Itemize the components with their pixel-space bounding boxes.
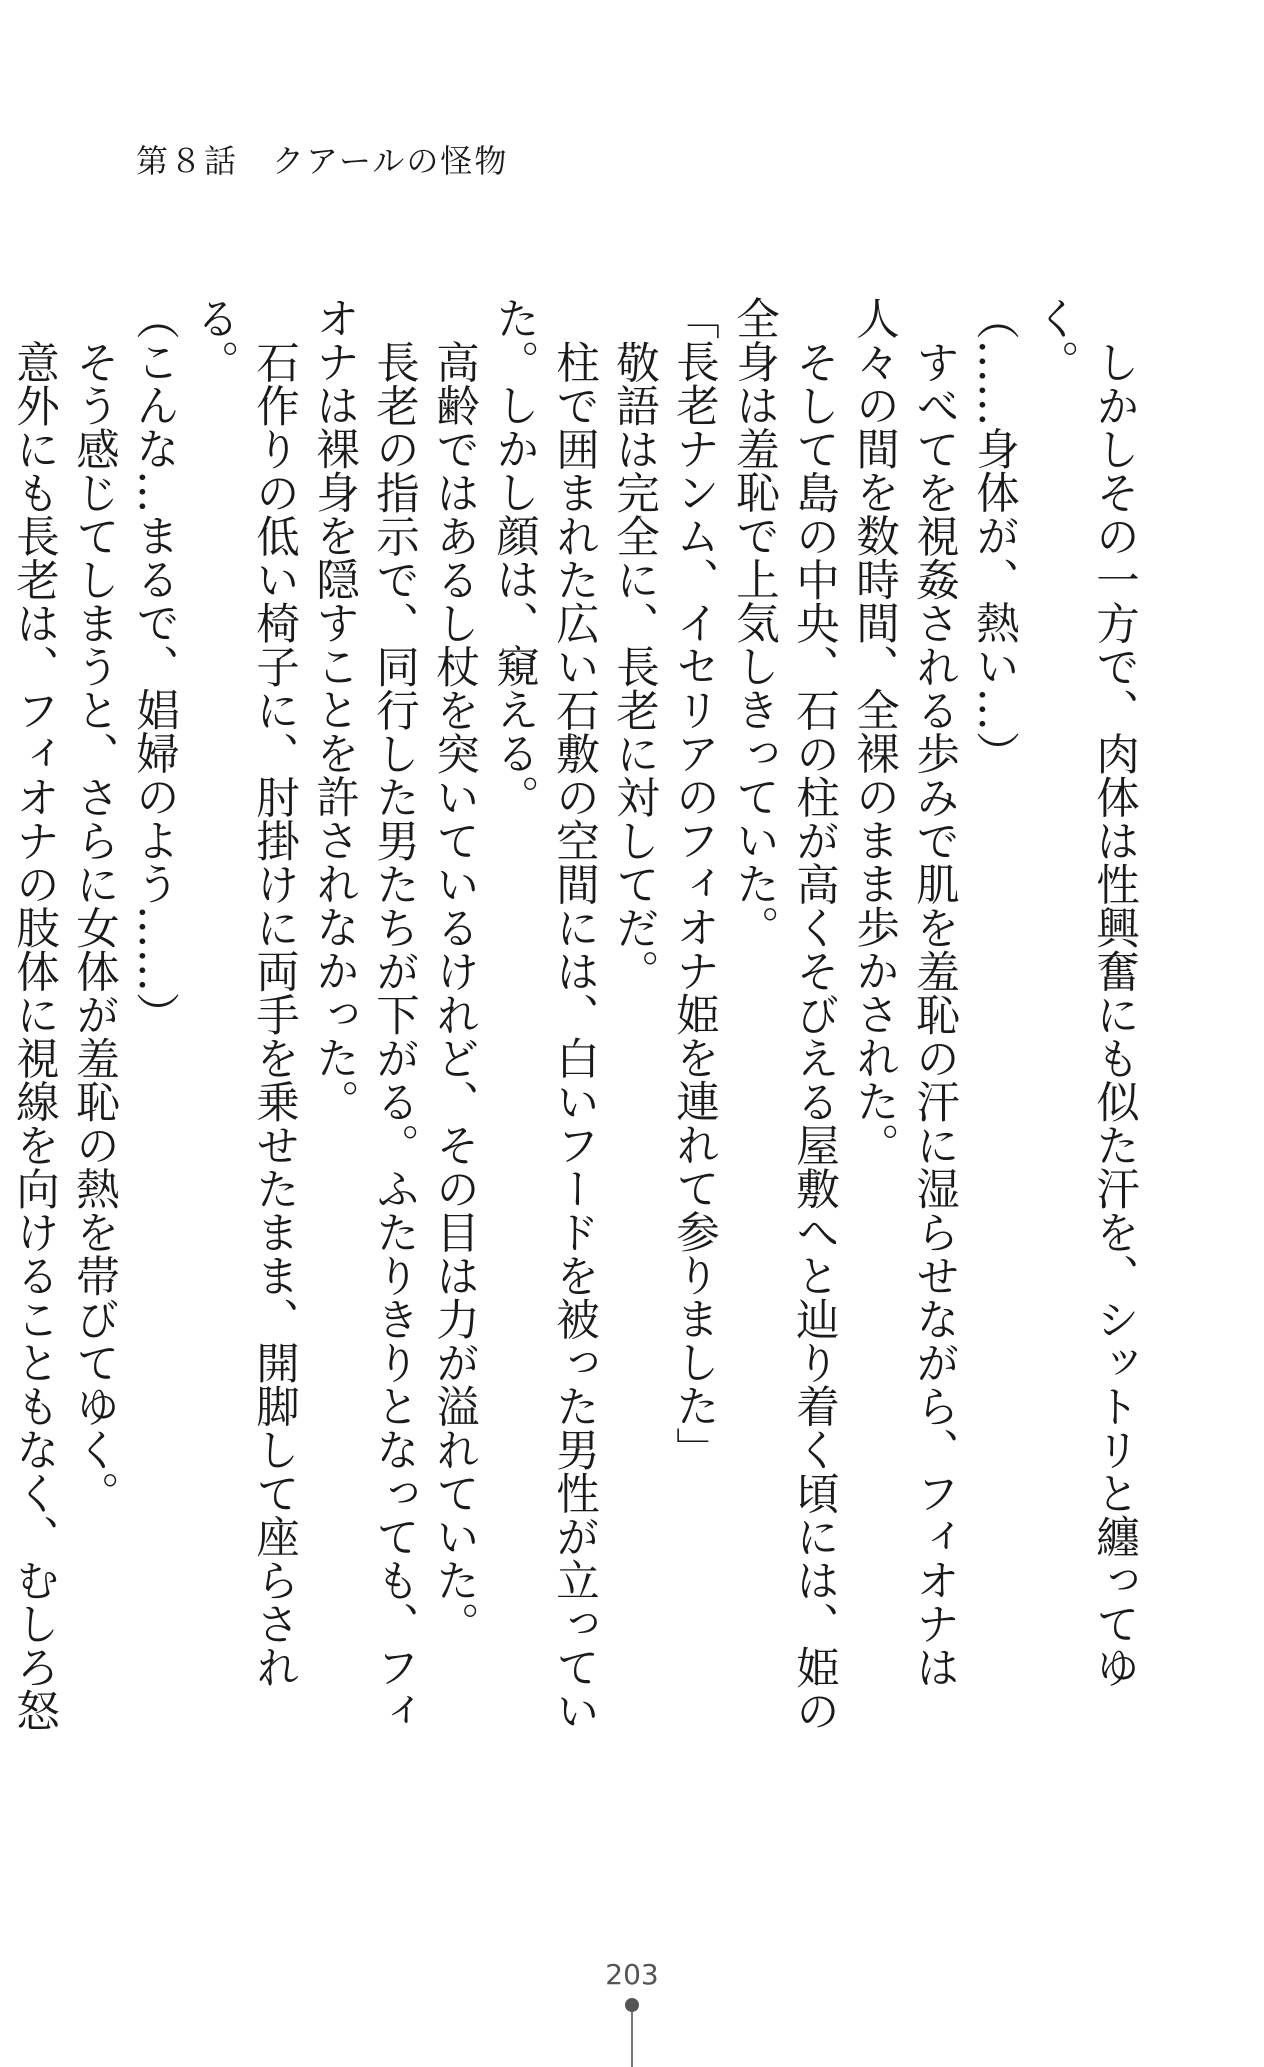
body-text: [9, 296, 1144, 1736]
paragraph-1: しかしその一方で、肉体は性興奮にも似た汗を、シットリと纏ってゆく。: [1029, 296, 1139, 1688]
paragraph-11: （こんな…まるで、娼婦のよう……）: [129, 296, 179, 1036]
paragraph-8: 高齢ではあるし杖を突いているけれど、その目は力が溢れていた。: [429, 339, 479, 1645]
paragraph-9: 長老の指示で、同行した男たちが下がる。ふたりきりとなっても、フィオナは裸身を隠すことを許されなかった。: [309, 296, 419, 1732]
paragraph-10: 石作りの低い椅子に、肘掛けに両手を乗せたまま、開脚して座らされる。: [189, 296, 299, 1688]
page-marker-icon: [625, 1998, 639, 2067]
paragraph-6: 敬語は完全に、長老に対してだ。: [609, 339, 659, 992]
page-number: 203: [605, 1958, 659, 1991]
paragraph-12: そう感じてしまうと、さらに女体が羞恥の熱を帯びてゆく。: [69, 339, 119, 1514]
paragraph-2: （……身体が、熱い…）: [969, 296, 1019, 775]
paragraph-5: 「長老ナンム、イセリアのフィオナ姫を連れて参りました」: [669, 296, 719, 1471]
paragraph-13: 意外にも長老は、フィオナの肢体に視線を向けることもなく、むしろ怒: [9, 339, 59, 1732]
chapter-title: 第８話 クアールの怪物: [136, 142, 509, 180]
page-marker-dot: [625, 1998, 639, 2012]
paragraph-4: そして島の中央、石の柱が高くそびえる屋敷へと辿り着く頃には、姫の全身は羞恥で上気しきっていた。: [729, 296, 839, 1732]
paragraph-7: 柱で囲まれた広い石敷の空間には、白いフードを被った男性が立っていた。しかし顔は、窺える。: [489, 296, 599, 1732]
page-marker-line: [631, 2012, 633, 2067]
paragraph-3: すべてを視姦される歩みで肌を羞恥の汗に湿らせながら、フィオナは人々の間を数時間、全裸のまま歩かされた。: [849, 296, 959, 1688]
